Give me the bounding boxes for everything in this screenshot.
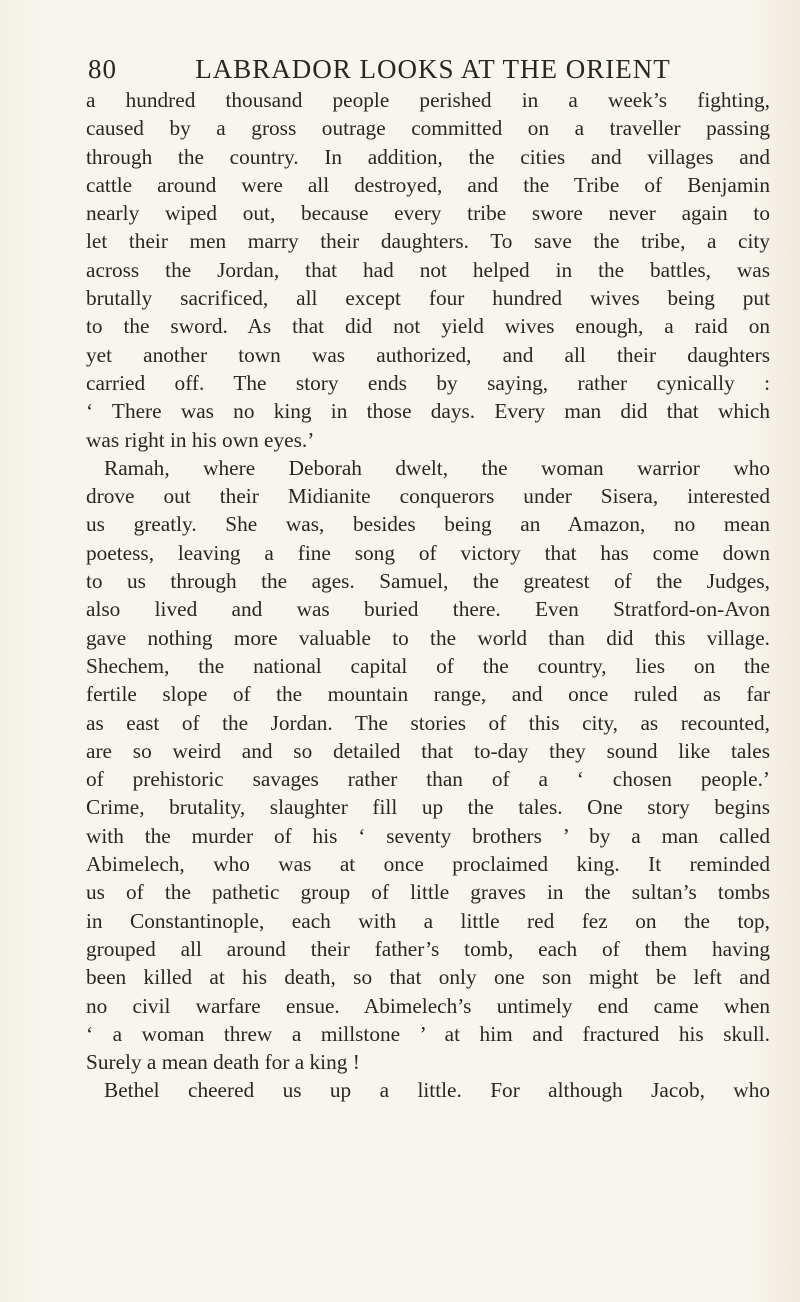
text-line: a hundred thousand people perished in a week’s fighting, [86, 88, 770, 112]
text-line: caused by a gross outrage committed on a traveller passing [86, 116, 770, 141]
text-line: Shechem, the national capital of the country, lies on the [86, 653, 770, 678]
text-line: in Constantinople, each with a little red fez on the top, [86, 908, 770, 933]
text-line: no civil warfare ensue. Abimelech’s untimely end came when [86, 993, 770, 1018]
body-text [86, 86, 770, 1105]
text-line: of prehistoric savages rather than of a ‘ chosen people.’ [86, 767, 770, 792]
text-line: also lived and was buried there. Even Stratford-on-Avon [86, 597, 770, 622]
text-line: us greatly. She was, besides being an Amazon, no mean [86, 512, 770, 537]
text-line: brutally sacrificed, all except four hundred wives being put [86, 286, 770, 311]
text-line: let their men marry their daughters. To save the tribe, a city [86, 229, 770, 254]
text-line: nearly wiped out, because every tribe swore never again to [86, 201, 770, 226]
text-line: ‘ a woman threw a millstone ’ at him and fractured his skull. [86, 1021, 770, 1046]
text-line: been killed at his death, so that only one son might be left and [86, 965, 770, 990]
text-line: Bethel cheered us up a little. For although Jacob, who [104, 1078, 770, 1103]
text-line: through the country. In addition, the cities and villages and [86, 144, 770, 169]
text-line: cattle around were all destroyed, and the Tribe of Benjamin [86, 172, 770, 197]
text-line: Abimelech, who was at once proclaimed king. It reminded [86, 852, 770, 877]
text-line: as east of the Jordan. The stories of this city, as recounted, [86, 710, 770, 735]
text-line: Surely a mean death for a king ! [86, 1050, 360, 1075]
text-line: was right in his own eyes.’ [86, 427, 315, 452]
text-line: carried off. The story ends by saying, rather cynically : [86, 370, 770, 395]
page-number: 80 [88, 54, 117, 84]
text-line: Ramah, where Deborah dwelt, the woman warrior who [104, 455, 770, 480]
text-line: to us through the ages. Samuel, the greatest of the Judges, [86, 569, 770, 594]
text-line: us of the pathetic group of little graves in the sultan’s tombs [86, 880, 770, 905]
running-title: LABRADOR LOOKS AT THE ORIENT [195, 54, 671, 84]
text-line: drove out their Midianite conquerors under Sisera, interested [86, 484, 770, 509]
text-line: Crime, brutality, slaughter fill up the tales. One story begins [86, 795, 770, 820]
text-line: across the Jordan, that had not helped in the battles, was [86, 257, 770, 282]
text-line: with the murder of his ‘ seventy brothers ’ by a man called [86, 823, 770, 848]
text-line: grouped all around their father’s tomb, each of them having [86, 936, 770, 961]
text-line: yet another town was authorized, and all their daughters [86, 342, 770, 367]
text-line: are so weird and so detailed that to-day they sound like tales [86, 738, 770, 763]
text-line: poetess, leaving a fine song of victory that has come down [86, 540, 770, 565]
text-line: gave nothing more valuable to the world than did this village. [86, 625, 770, 650]
page-header [88, 54, 728, 88]
text-line: ‘ There was no king in those days. Every man did that which [86, 399, 770, 424]
text-line: to the sword. As that did not yield wives enough, a raid on [86, 314, 770, 339]
text-line: fertile slope of the mountain range, and once ruled as far [86, 682, 770, 707]
